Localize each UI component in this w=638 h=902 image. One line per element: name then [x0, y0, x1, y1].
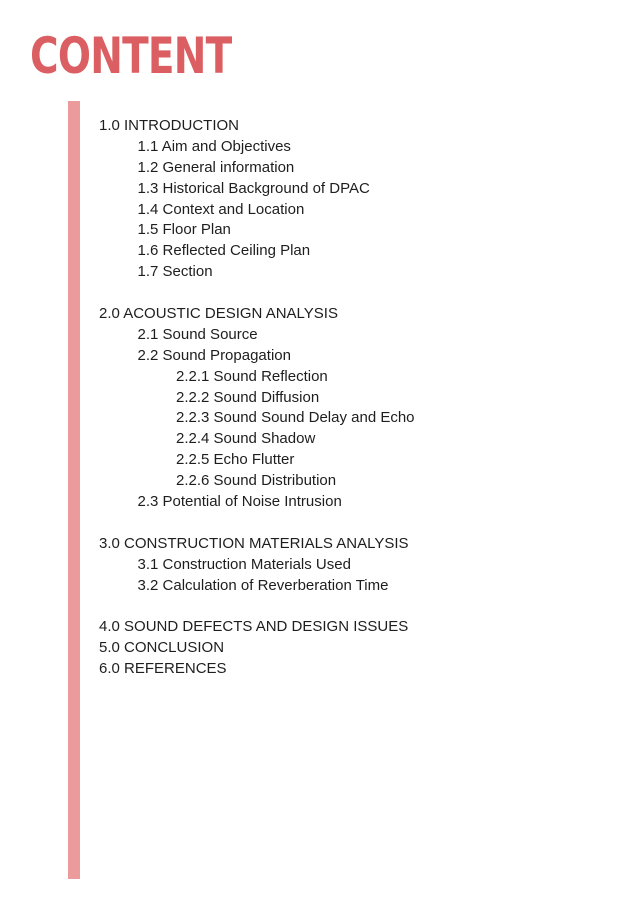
- toc-item-1-2: 1.2 General information: [137, 158, 295, 176]
- toc-item-2-0: 2.0 ACOUSTIC DESIGN ANALYSIS: [99, 305, 338, 323]
- toc-item-3-1: 3.1 Construction Materials Used: [137, 555, 351, 573]
- toc-item-1-1: 1.1 Aim and Objectives: [137, 137, 291, 155]
- toc-item-1-5: 1.5 Floor Plan: [137, 221, 231, 239]
- toc-item-2-2-6: 2.2.6 Sound Distribution: [176, 472, 337, 490]
- table-of-contents: [99, 116, 415, 680]
- toc-item-3-0: 3.0 CONSTRUCTION MATERIALS ANALYSIS: [99, 534, 409, 552]
- toc-item-4-0: 4.0 SOUND DEFECTS AND DESIGN ISSUES: [99, 618, 409, 636]
- toc-item-2-3: 2.3 Potential of Noise Intrusion: [137, 493, 342, 511]
- toc-item-2-2-5: 2.2.5 Echo Flutter: [176, 451, 295, 469]
- toc-item-1-0: 1.0 INTRODUCTION: [99, 117, 240, 134]
- toc-item-2-1: 2.1 Sound Source: [137, 325, 258, 343]
- toc-item-1-4: 1.4 Context and Location: [137, 200, 305, 218]
- toc-item-2-2-3: 2.2.3 Sound Sound Delay and Echo: [176, 409, 415, 427]
- toc-item-1-3: 1.3 Historical Background of DPAC: [137, 179, 370, 197]
- toc-item-1-7: 1.7 Section: [137, 263, 213, 281]
- accent-bar: [68, 101, 80, 879]
- toc-item-1-6: 1.6 Reflected Ceiling Plan: [137, 242, 311, 260]
- toc-item-3-2: 3.2 Calculation of Reverberation Time: [137, 576, 389, 594]
- toc-item-5-0: 5.0 CONCLUSION: [99, 639, 225, 657]
- page-title: CONTENT: [30, 27, 232, 85]
- toc-item-2-2-4: 2.2.4 Sound Shadow: [176, 430, 316, 448]
- toc-item-6-0: 6.0 REFERENCES: [99, 660, 227, 678]
- toc-item-2-2-1: 2.2.1 Sound Reflection: [176, 367, 328, 385]
- toc-item-2-2-2: 2.2.2 Sound Diffusion: [176, 388, 320, 406]
- toc-item-2-2: 2.2 Sound Propagation: [137, 346, 291, 364]
